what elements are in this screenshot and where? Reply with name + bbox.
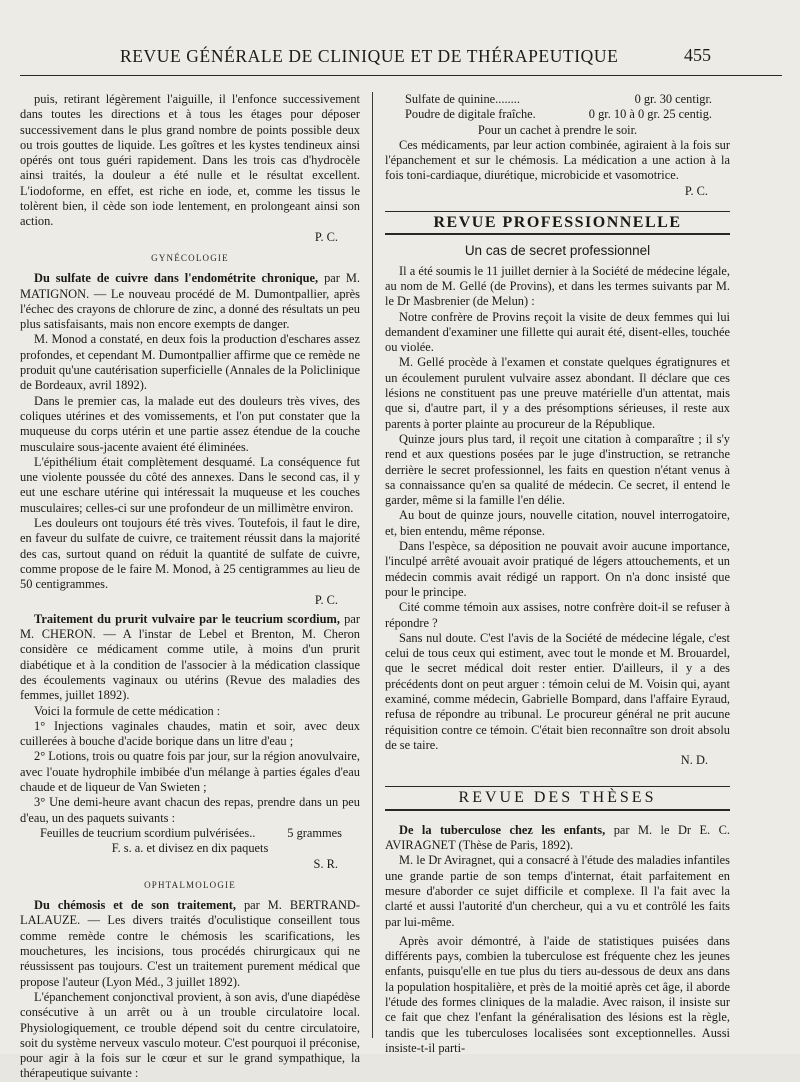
sulfate-paragraph-3: Dans le premier cas, la malade eut des douleurs très vives, des coliques utérines et des vomissements, et l'on put constater que la muqueuse du corps utérin et une partie assez étendue de la couche musculaire sous-jacente avaient été éliminées. [20, 393, 360, 454]
section-revue-professionnelle-title: REVUE PROFESSIONNELLE [433, 214, 682, 232]
secret-paragraph-8: Sans nul doute. C'est l'avis de la Société de médecine légale, c'est celui de tous ceux qui estiment, avec tout le monde et M. Brouardel, que le secret médical doit rester entier. D'ailleurs, il y a des précédents dont on peut arguer : témoin celui de M. Voisin qui, ayant examiné, comme médecin, Gabrielle Bompard, dans l'affaire Eyraud, refusa de répondre au tribunal. Le procureur général ne prit aucune réquisition contre ce témoin. C'était bien reconnaître son droit absolu de se taire. [385, 630, 730, 752]
ophtalmologie-heading: OPHTALMOLOGIE [144, 879, 236, 890]
these-article-title: De la tuberculose chez les enfants, [399, 822, 606, 837]
prurit-paragraph-1-text: par M. CHERON. — A l'instar de Lebel et Brenton, M. Cheron considère ce médicament comme utile, à moins d'un prurit diabétique et à la condition de l'associer à la médication classique des écoulements vaginaux ou utérins (Revue des maladies des femmes, juillet 1892). [20, 611, 360, 703]
formula-quantity: 5 grammes [287, 825, 342, 840]
prurit-signature: S. R. [313, 856, 338, 871]
header-rule [20, 75, 782, 76]
left-column [20, 92, 360, 1082]
prescription-signature: P. C. [684, 183, 708, 198]
banner-rule-top [385, 211, 730, 212]
right-column [385, 92, 730, 1056]
intro-paragraph: puis, retirant légèrement l'aiguille, il l'enfonce successivement dans toutes les directions et à tous les étages pour déposer successivement dans le plus grand nombre de points possible deux ou trois gouttes de liquide. Les goîtres et les kystes tendineux ainsi opérés ont tous guéri rapidement. Dans les trois cas d'hydrocèle ainsi traités, la douleur a été nulle et le résultat excellent. L'iodoforme, en effet, est riche en iode, et, comme les tissus le tolèrent bien, il cède son iode lentement, en prolongeant ainsi son action. [20, 92, 360, 229]
formula-line-2: F. s. a. et divisez en dix paquets [111, 841, 269, 856]
prescription-line-2 [385, 107, 730, 122]
page-number: 455 [684, 45, 711, 65]
prescription-paragraph: Ces médicaments, par leur action combinée, agiraient à la fois sur l'épanchement et sur le chémosis. La médication a une action à la fois toni-cardiaque, diurétique, microbicide et vasomotrice. [385, 137, 730, 183]
sulfate-paragraph-4: L'épithélium était complètement desquamé. La conséquence fut une violente poussée du côté des annexes. Dans le second cas, il y eut une eschare utérine qui intéressait la muqueuse et les couches musculaires; celles-ci sur une profondeur de un millimètre environ. [20, 454, 360, 515]
prescription-quantity-2: 0 gr. 10 à 0 gr. 25 centig. [588, 107, 712, 122]
chemosis-paragraph-1-text: par M. BERTRAND-LALAUZE. — Les divers traités d'oculistique conseillent tous comme remède contre le chémosis les scarifications, les mouchetures, les incisions, tous procédés chirurgicaux qui ne réussissent pas toujours. C'est un traitement purement médical que propose l'auteur (Lyon Méd., 3 juillet 1892). [20, 898, 360, 989]
section-revue-des-theses [385, 786, 730, 808]
sulfate-paragraph-2: M. Monod a constaté, en deux fois la production d'eschares assez profondes, et cependant M. Dumontpallier affirme que ce remède ne produit qu'une cautérisation superficielle (Annales de la Policlinique de Bordeaux, avril 1892). [20, 332, 360, 393]
prurit-article-title: Traitement du prurit vulvaire par le teucrium scordium, [34, 611, 340, 626]
prescription-line-1 [385, 92, 730, 107]
sulfate-paragraph-5: Les douleurs ont toujours été très vives. Toutefois, il faut le dire, en faveur du sulfate de cuivre, ce traitement réussit dans la majorité des cas, surtout quand on réduit la quantité de sulfate de cuivre, comme propose de le faire M. Monod, à 25 centigrammes au lieu de 50 centigrammes. [20, 516, 360, 592]
banner-rule-bottom [385, 233, 730, 235]
prescription-quantity-1: 0 gr. 30 centigr. [634, 92, 712, 106]
sulfate-signature: P. C. [314, 592, 338, 607]
banner-rule-top [385, 786, 730, 787]
these-paragraph-1 [385, 823, 730, 854]
chemosis-paragraph-2: L'épanchement conjonctival provient, à son avis, d'une diapédèse consécutive à un arrêt ou à un trouble circulatoire local. Physiologiquement, ce trouble dépend soit du centre circulatoire, soit du système nerveux vasculo moteur. C'est pourquoi il préconise, pour agir à la fois sur le cœur et sur le grand sympathique, la thérapeutique suivante : [20, 989, 360, 1081]
banner-rule-bottom [385, 809, 730, 811]
prurit-item-2: 2° Lotions, trois ou quatre fois par jour, sur la région anovulvaire, avec l'ouate hydrophile imbibée d'un mélange à parties égales d'eau chaude et de liqueur de Van Swieten ; [20, 749, 360, 795]
secret-article-title: Un cas de secret professionnel [464, 243, 651, 259]
secret-paragraph-7: Cité comme témoin aux assises, notre confrère doit-il se refuser à répondre ? [385, 600, 730, 630]
secret-paragraph-1: Il a été soumis le 11 juillet dernier à la Société de médecine légale, au nom de M. Gellé (de Provins), et dans les termes suivants par M. le Dr Masbrenier (de Melun) : [385, 263, 730, 309]
sulfate-article-title: Du sulfate de cuivre dans l'endométrite chronique, [34, 271, 319, 286]
section-revue-professionnelle [385, 211, 730, 233]
secret-paragraph-6: Dans l'espèce, sa déposition ne pouvait avoir aucune importance, l'inculpé arrêté avouait avoir pratiqué de légers attouchements, et un médecin commis avait rédigé un rapport. On n'a donc insisté que pour le principe. [385, 539, 730, 599]
chemosis-article-title: Du chémosis et de son traitement, [34, 898, 236, 913]
running-head: REVUE GÉNÉRALE DE CLINIQUE ET DE THÉRAPEUTIQUE [120, 46, 619, 66]
these-paragraph-3: Après avoir démontré, à l'aide de statistiques puisées dans différents pays, combien la tuberculose est fréquente chez les jeunes enfants, puisqu'elle en tue plus du tiers au-dessous de deux ans dans la population hospitalière, et près de la moitié après cet âge, il aborde l'étude des formes cliniques de la maladie. Avec raison, il insiste sur ce fait que chez l'enfant la généralisation des lésions est la règle, tandis que les tuberculoses localisées sont exceptionnelles. Aussi insiste-t-il parti- [385, 933, 730, 1055]
sulfate-paragraph-1-text: par M. MATIGNON. — Le nouveau procédé de M. Dumontpallier, après l'échec des crayons de chlorure de zinc, a donné des résultats un peu plus satisfaisants, mais non encore exempts de danger. [20, 271, 360, 332]
prurit-item-3: 3° Une demi-heure avant chacun des repas, prendre dans un peu d'eau, un des paquets suivants : [20, 795, 360, 825]
intro-signature: P. C. [314, 229, 338, 244]
these-paragraph-2: M. le Dr Aviragnet, qui a consacré à l'étude des maladies infantiles une grande partie de son temps d'internat, était parfaitement en mesure d'aborder ce sujet difficile et complexe. Il l'a fait avec la clarté et aussi l'autorité d'un chercheur, qui a vu et contrôlé les faits par lui-même. [385, 853, 730, 929]
section-revue-des-theses-title: REVUE DES THÈSES [458, 789, 657, 807]
formula-line-1 [20, 826, 360, 841]
prescription-ingredient-2: Poudre de digitale fraîche. [405, 107, 536, 122]
prescription-line-3: Pour un cachet à prendre le soir. [477, 122, 638, 137]
page-header [0, 0, 800, 76]
chemosis-paragraph-1 [20, 898, 360, 990]
secret-paragraph-4: Quinze jours plus tard, il reçoit une citation à comparaître ; il s'y rend et aux questions posées par le juge d'instruction, se retranche derrière le secret professionnel, les faits en question n'étant venus à sa connaissance qu'en sa qualité de médecin. Ce secret, il entend le garder, même si la famille l'en délie. [385, 431, 730, 508]
prescription-ingredient-1: Sulfate de quinine........ [405, 92, 520, 106]
column-divider [372, 92, 373, 1038]
secret-paragraph-3: M. Gellé procède à l'examen et constate quelques égratignures et un écoulement purulent vulvaire assez abondant. Il déclare que ces lésions ne constituent pas une preuve matérielle d'un attentat, mais que si, d'autre part, il y a des présomptions sérieuses, il reste aux parents à porter plainte au procureur de la République. [385, 355, 730, 431]
prurit-item-1: 1° Injections vaginales chaudes, matin et soir, avec deux cuillerées à bouche d'acide borique dans un litre d'eau ; [20, 718, 360, 749]
sulfate-paragraph-1 [20, 271, 360, 332]
secret-paragraph-2: Notre confrère de Provins reçoit la visite de deux femmes qui lui demandent d'examiner une fillette qui aurait été, disent-elles, touchée ou violée. [385, 309, 730, 355]
gynecologie-heading: GYNÉCOLOGIE [151, 252, 229, 263]
secret-paragraph-5: Au bout de quinze jours, nouvelle citation, nouvel interrogatoire, et, bien entendu, même réponse. [385, 508, 730, 538]
formula-ingredient: Feuilles de teucrium scordium pulvérisées.. [40, 825, 256, 840]
prurit-paragraph-1 [20, 612, 360, 704]
secret-signature: N. D. [680, 753, 708, 768]
these-paragraph-1-text: par M. le Dr E. C. AVIRAGNET (Thèse de Paris, 1892). [385, 822, 730, 853]
prurit-paragraph-2: Voici la formule de cette médication : [34, 703, 221, 718]
